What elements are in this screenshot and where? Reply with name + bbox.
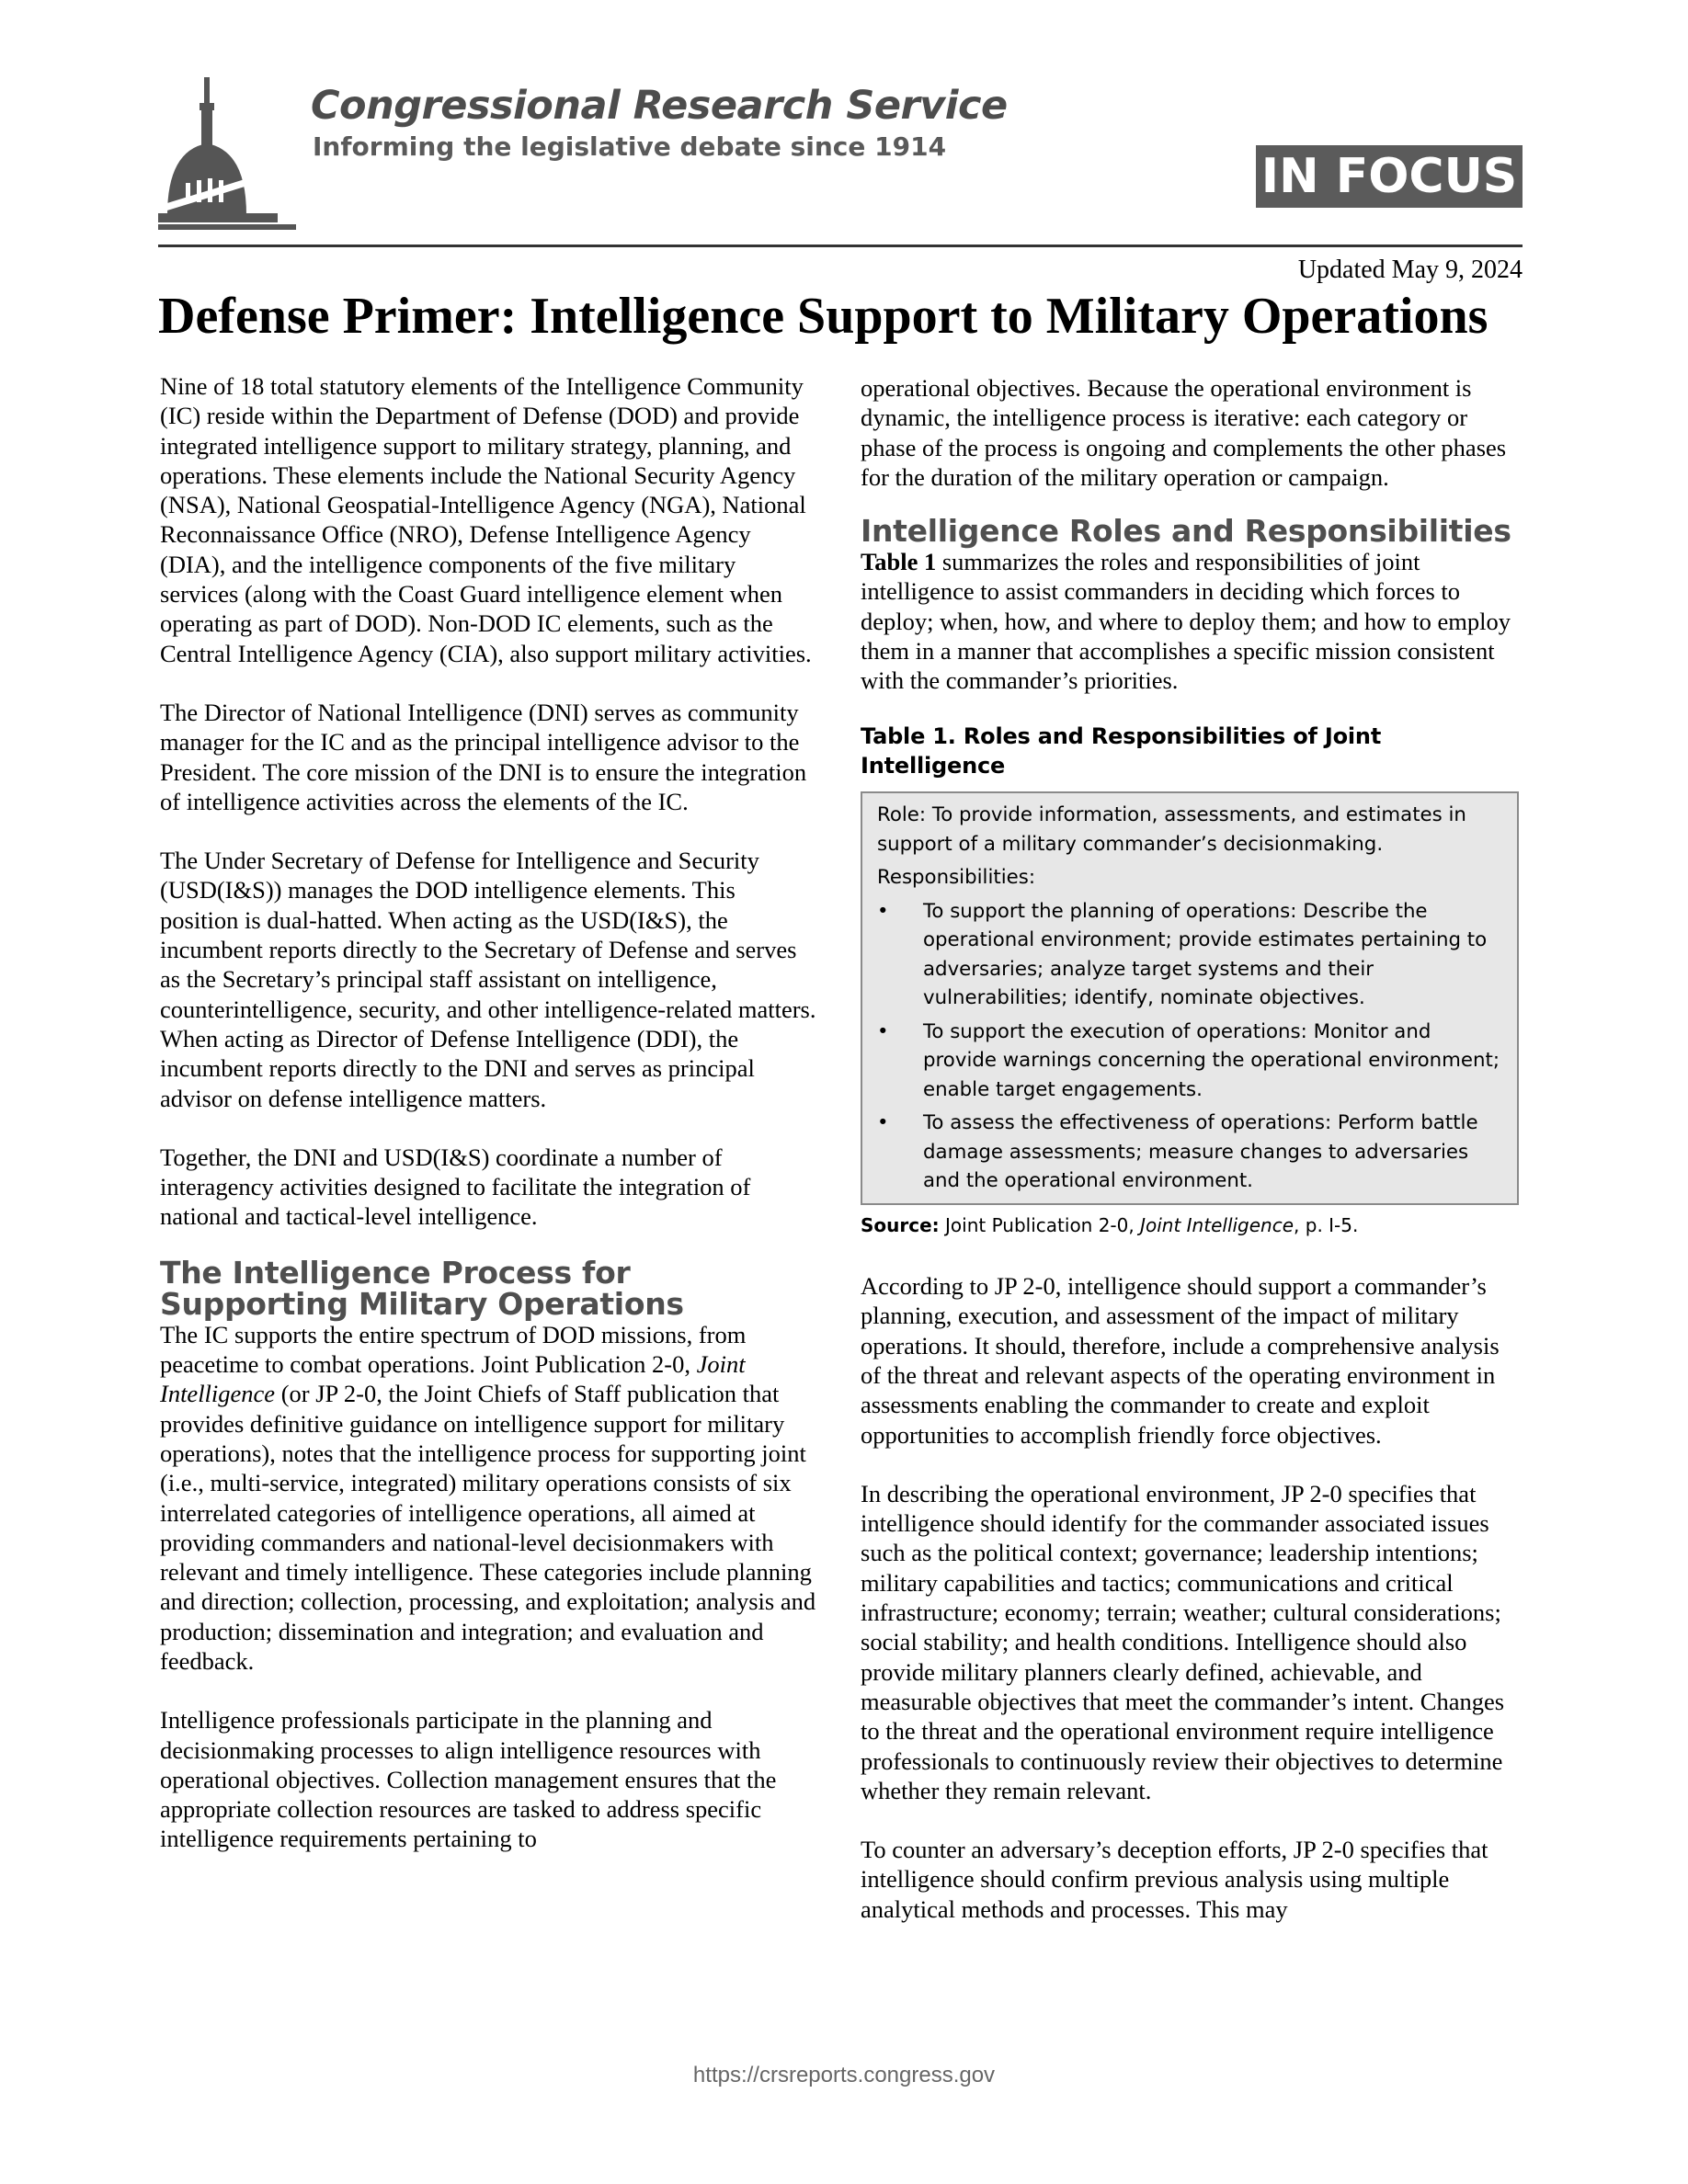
table-role: Role: To provide information, assessments, and estimates in support of a military commander’s decisionmaking. — [877, 803, 1466, 856]
table-caption: Table 1. Roles and Responsibilities of Joint Intelligence — [861, 722, 1382, 779]
list-item — [877, 1018, 1504, 1105]
paragraph-operational-environment: In describing the operational environment, JP 2-0 specifies that intelligence should identify for the commander associated issues such as the political context; governance; leadership intentions; military capabilities and tactics; communications and critical infrastructure; economy; terrain; weather; cultural considerations; social stability; and health conditions. Intelligence should also provide military planners clearly defined, achievable, and measurable objectives that meet the commander’s intent. Changes to the threat and the operational environment require intelligence professionals to continuously review their objectives to determine whether they remain relevant. — [861, 1479, 1505, 1804]
responsibilities-list — [877, 897, 1504, 1196]
section-heading-roles: Intelligence Roles and Responsibilities — [861, 513, 1511, 550]
footer-url[interactable]: https://crsreports.congress.gov — [692, 2063, 996, 2087]
page-title: Defense Primer: Intelligence Support to Military Operations — [158, 288, 1488, 345]
publication-title: Joint Intelligence — [160, 1350, 746, 1408]
org-name: Congressional Research Service — [311, 83, 1008, 129]
source-publication-title: Joint Intelligence — [1140, 1213, 1295, 1236]
text-run: Joint Publication 2-0, — [939, 1213, 1141, 1236]
paragraph-jp20 — [160, 1320, 818, 1677]
paragraph-dni: The Director of National Intelligence (DNI) serves as community manager for the IC and as the principal intelligence advisor to the President. The core mission of the DNI is to ensure the integration of intelligence activities across the elements of the IC. — [160, 698, 807, 815]
in-focus-badge: IN FOCUS — [1256, 145, 1523, 208]
list-item — [877, 1109, 1504, 1196]
paragraph-deception: To counter an adversary’s deception efforts, JP 2-0 specifies that intelligence should confirm previous analysis using multiple analytical methods and processes. This may — [861, 1836, 1488, 1923]
paragraph-usdis: The Under Secretary of Defense for Intelligence and Security (USD(I&S)) manages the DOD intelligence elements. This position is dual-hatted. When acting as the USD(I&S), the incumbent reports directly to the Secretary of Defense and serves as the Secretary’s principal staff assistant on intelligence, counterintelligence, security, and other intelligence-related matters. When acting as Director of Defense Intelligence (DDI), the incumbent reports directly to the DNI and serves as principal advisor on defense intelligence matters. — [160, 847, 816, 1112]
text-run: (or JP 2-0, the Joint Chiefs of Staff publication that provides definitive guidance on intelligence support for military operations), notes that the intelligence process for supporting joint (i.e., multi-service, integrated) military operations consists of six interrelated categories of intelligence operations, all aimed at providing commanders and national-level decisionmakers with relevant and timely intelligence. These categories include planning and direction; collection, processing, and exploitation; analysis and production; dissemination and integration; and evaluation and feedback. — [160, 1380, 816, 1675]
bullet-icon: • — [877, 899, 889, 923]
list-item-text: To support the execution of operations: Monitor and provide warnings concerning the operational environment; enable target engagements. — [923, 1019, 1500, 1101]
table-reference: Table 1 — [861, 548, 937, 576]
header-rule — [158, 245, 1523, 247]
text-run: The IC supports the entire spectrum of DOD missions, from peacetime to combat operations. Joint Publication 2-0, — [160, 1320, 747, 1379]
text-run: , p. I-5. — [1294, 1213, 1359, 1236]
source-label: Source: — [861, 1213, 940, 1236]
paragraph-ic-elements: Nine of 18 total statutory elements of the Intelligence Community (IC) reside within the Department of Defense (DOD) and provide integrated intelligence support to military strategy, planning, and operations. These elements include the National Security Agency (NSA), National Geospatial-Intelligence Agency (NGA), National Reconnaissance Office (NRO), Defense Intelligence Agency (DIA), and the intelligence components of the five military services (along with the Coast Guard intelligence element when operating as part of DOD). Non-DOD IC elements, such as the Central Intelligence Agency (CIA), also support military activities. — [160, 372, 812, 667]
org-tagline: Informing the legislative debate since 1914 — [313, 131, 947, 162]
capitol-dome-icon — [158, 77, 305, 233]
paragraph-coordination: Together, the DNI and USD(I&S) coordinate a number of interagency activities designed to facilitate the integration of national and tactical-level intelligence. — [160, 1143, 751, 1231]
paragraph-table-summary — [861, 547, 1519, 695]
list-item-text: To assess the effectiveness of operations: Perform battle damage assessments; measure changes to adversaries and the operational environment. — [923, 1111, 1478, 1193]
paragraph-operational-objectives: operational objectives. Because the operational environment is dynamic, the intelligence process is iterative: each category or phase of the process is ongoing and complements the other phases for the duration of the military operation or campaign. — [861, 374, 1507, 491]
bullet-icon: • — [877, 1019, 889, 1043]
section-heading-intelligence-process: The Intelligence Process for Supporting Military Operations — [160, 1254, 684, 1322]
text-run: summarizes the roles and responsibilities of joint intelligence to assist commanders in deciding which forces to deploy; when, how, and where to deploy them; and how to employ them in a manner that accomplishes a specific mission consistent with the commander’s priorities. — [861, 548, 1511, 695]
right-column — [861, 373, 1519, 1924]
bullet-icon: • — [877, 1111, 889, 1135]
updated-date: Updated May 9, 2024 — [1297, 256, 1523, 284]
paragraph-planning: Intelligence professionals participate in the planning and decisionmaking processes to align intelligence resources with operational objectives. Collection management ensures that the appropriate collection resources are tasked to address specific intelligence requirements pertaining to — [160, 1706, 777, 1853]
paragraph-commander-support: According to JP 2-0, intelligence should support a commander’s planning, execution, and assessment of the impact of military operations. It should, therefore, include a comprehensive analysis of the threat and relevant aspects of the operating environment in assessments enabling the commander to create and exploit opportunities to accomplish friendly force objectives. — [861, 1272, 1500, 1449]
list-item-text: To support the planning of operations: Describe the operational environment; provide estimates pertaining to adversaries; analyze target systems and their vulnerabilities; identify, nominate objectives. — [923, 899, 1488, 1010]
left-column — [160, 371, 818, 1854]
list-item — [877, 897, 1504, 1013]
roles-table — [861, 791, 1519, 1205]
table-responsibilities-label: Responsibilities: — [877, 866, 1036, 890]
table-source — [861, 1211, 1519, 1240]
